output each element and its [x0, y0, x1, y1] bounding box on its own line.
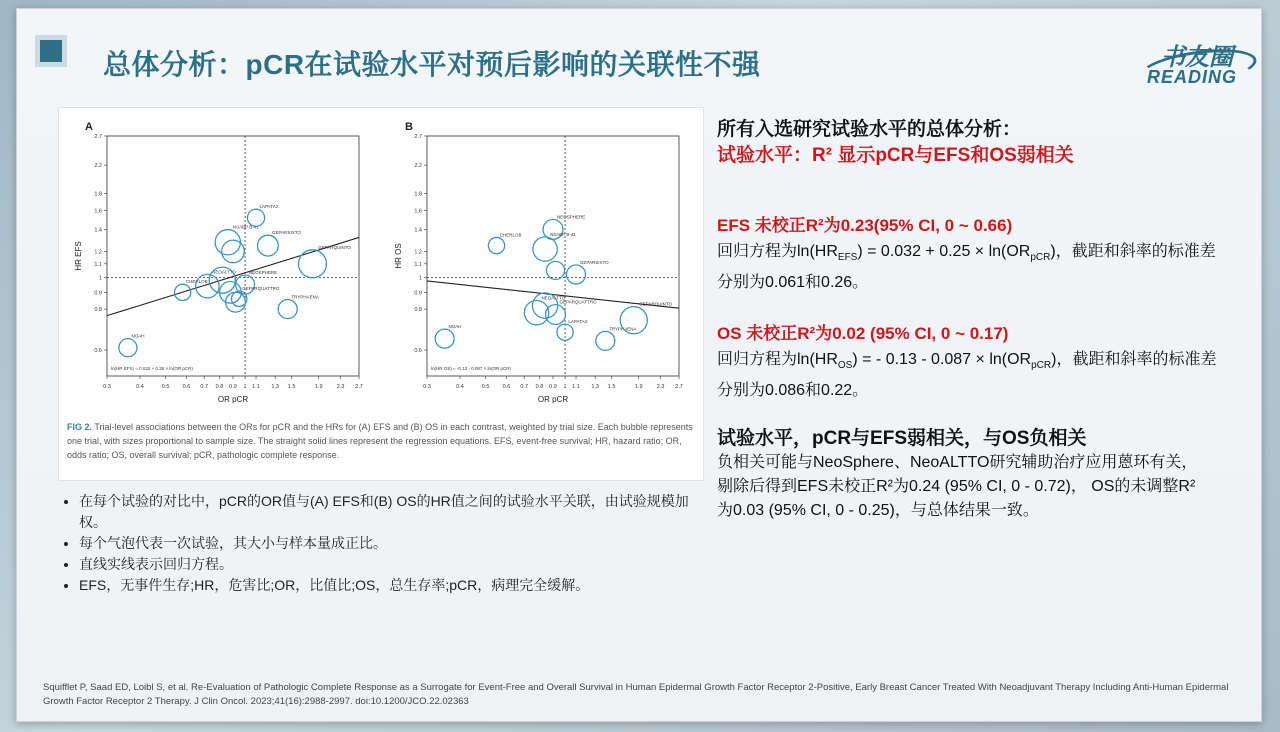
bubble-label: NEOALTTO	[212, 269, 236, 275]
bubble-label: GEPARSIXTO	[272, 230, 301, 236]
data-bubble	[196, 274, 220, 298]
x-tick-label: 0.6	[502, 384, 511, 390]
x-tick-label: 1.9	[634, 384, 643, 390]
os-equation-text	[717, 347, 1217, 403]
x-tick-label: 1	[243, 384, 247, 390]
x-tick-label: 0.9	[229, 384, 237, 390]
caption-label: FIG 2.	[67, 422, 93, 432]
panel-letter: A	[85, 121, 93, 133]
slide-title: 总体分析：pCR在试验水平对预后影响的关联性不强	[103, 49, 761, 80]
reference-citation: Squifflet P, Saad ED, Loibl S, et al. Re-Evaluation of Pathologic Complete Response as a Surrogate for Event-Free and Overall Survival in Human Epidermal Growth Factor Receptor 2-Positive, Early Breast Cancer Treated With Neoadjuvant Therapy Including Anti-Human Epidermal Growth Factor Receptor 2 Therapy. J Clin Oncol. 2023;41(16):2988-2997. doi:10.1200/JCO.22.02363	[43, 682, 1229, 707]
data-bubble	[596, 331, 615, 350]
x-tick-label: 1.3	[271, 384, 280, 390]
x-tick-label: 1.5	[607, 384, 616, 390]
title-marker	[35, 35, 67, 67]
panel-letter: B	[405, 121, 413, 133]
x-tick-label: 0.4	[136, 384, 144, 390]
y-tick-label: 1.2	[414, 249, 422, 256]
efs-eq-subscript: EFS	[837, 252, 858, 264]
y-tick-label: 0.9	[414, 290, 422, 297]
y-axis-label: HR OS	[394, 243, 403, 269]
y-tick-label: 0.6	[414, 348, 422, 355]
y-tick-label: 0.8	[94, 307, 102, 314]
data-bubble	[298, 250, 326, 278]
y-tick-label: 1.8	[414, 191, 422, 198]
efs-eq-part: ) = 0.032 + 0.25 × ln(OR	[857, 243, 1031, 260]
y-tick-label: 1.2	[94, 249, 102, 256]
bubble-charts	[59, 108, 703, 408]
efs-r2-heading: EFS 未校正R²为0.23(95% CI, 0 ~ 0.66)	[717, 216, 1013, 235]
data-bubble	[435, 329, 454, 348]
x-tick-label: 0.9	[549, 384, 557, 390]
y-tick-label: 1	[98, 275, 102, 282]
data-bubble	[488, 237, 504, 253]
x-tick-label: 1.1	[572, 384, 580, 390]
x-tick-label: 0.3	[423, 384, 431, 390]
equation-label: ln(HR EFS) = 0.032 + 0.25 × ln(OR pCR)	[111, 366, 193, 371]
data-bubble	[119, 339, 137, 357]
x-tick-label: 0.4	[456, 384, 464, 390]
y-tick-label: 1.1	[414, 261, 422, 268]
x-axis-label: OR pCR	[537, 395, 569, 404]
bubble-label: GEPARSIXTO	[579, 260, 609, 266]
bubble-label: LAPATAX	[259, 204, 279, 210]
data-bubble	[215, 230, 240, 255]
data-bubble	[278, 300, 297, 319]
x-tick-label: 0.5	[481, 384, 490, 390]
x-tick-label: 0.6	[182, 384, 191, 390]
bubble-label: GEPARQUINTO	[318, 244, 351, 250]
trial-level-heading: 试验水平：R² 显示pCR与EFS和OS弱相关	[717, 145, 1074, 166]
efs-eq-part: 回归方程为ln(HR	[717, 243, 838, 260]
bubble-label: NSABP B-41	[549, 231, 576, 237]
bullet-item: • 在每个试验的对比中，pCR的OR值与(A) EFS和(B) OS的HR值之间的试验水平关联，由试验规模加权。	[79, 491, 701, 533]
data-bubble	[567, 265, 586, 284]
x-tick-label: 1.3	[591, 384, 600, 390]
conclusion-text: 负相关可能与NeoSphere、NeoALTTO研究辅助治疗应用蒽环有关，剔除后得到EFS未校正R²为0.24 (95% CI, 0 - 0.72)， OS的未调整R²为0.03 (95% CI, 0 - 0.25)，与总体结果一致。	[717, 454, 1198, 519]
overall-analysis-heading: 所有入选研究试验水平的总体分析：	[717, 119, 1022, 140]
x-tick-label: 2.7	[675, 384, 683, 390]
x-tick-label: 0.3	[103, 384, 111, 390]
bubble-label: NOAH	[131, 333, 145, 339]
os-eq-subscript: OS	[837, 360, 853, 372]
x-tick-label: 2.3	[656, 384, 665, 390]
bubble-label: CHERLOB	[499, 232, 522, 238]
y-tick-label: 0.6	[94, 348, 102, 355]
plot-frame	[427, 136, 679, 376]
x-tick-label: 1	[563, 384, 567, 390]
y-tick-label: 1.4	[414, 227, 422, 234]
x-axis-label: OR pCR	[217, 395, 249, 404]
bubble-label: NOAH	[448, 324, 462, 330]
y-tick-label: 1.1	[94, 261, 102, 268]
bubble-label: GEPARQUATTRO	[559, 299, 597, 305]
bullet-item: • 直线实线表示回归方程。	[79, 554, 701, 575]
efs-eq-subscript: pCR	[1030, 252, 1051, 264]
bubble-label: NEOSPHERE	[556, 214, 586, 220]
y-axis-label: HR EFS	[74, 241, 83, 271]
y-tick-label: 1.4	[94, 227, 102, 234]
plot-frame	[107, 136, 359, 376]
y-tick-label: 2.2	[414, 163, 422, 170]
bubble-label: LAPATAX	[568, 319, 588, 325]
data-bubble	[222, 240, 245, 263]
data-bubble	[546, 261, 564, 279]
y-tick-label: 1	[418, 275, 422, 282]
x-tick-label: 0.8	[215, 384, 224, 390]
x-tick-label: 0.5	[161, 384, 170, 390]
caption-text: Trial-level associations between the ORs for pCR and the HRs for (A) EFS and (B) OS in each contrast, weighted by trial size. Each bubble represents one trial, with sizes proportional to sample size. The straight solid lines represent the regression equations. EFS, event-free survival; HR, hazard ratio; OR, odds ratio; OS, overall survival; pCR, pathologic complete response.	[67, 422, 693, 460]
y-tick-label: 1.8	[94, 191, 102, 198]
os-r2-heading: OS 未校正R²为0.02 (95% CI, 0 ~ 0.17)	[717, 324, 1009, 343]
x-tick-label: 1.9	[314, 384, 323, 390]
conclusion-heading: 试验水平，pCR与EFS弱相关，与OS负相关	[717, 428, 1087, 449]
bullet-item: • EFS，无事件生存;HR，危害比;OR，比值比;OS，总生存率;pCR，病理完全缓解。	[79, 575, 701, 596]
presentation-slide	[16, 8, 1262, 722]
y-tick-label: 1.6	[414, 208, 422, 215]
bubble-label: CHERLOB	[185, 279, 208, 285]
os-eq-subscript: pCR	[1031, 360, 1052, 372]
efs-equation-text	[717, 239, 1217, 295]
x-tick-label: 0.7	[200, 384, 209, 390]
y-tick-label: 2.7	[414, 134, 422, 140]
reading-logo	[1135, 31, 1259, 101]
x-tick-label: 2.3	[336, 384, 345, 390]
y-tick-label: 2.7	[94, 134, 102, 140]
y-tick-label: 0.8	[414, 307, 422, 314]
equation-label: ln(HR OS) = -0.13 - 0.087 × ln(OR pCR)	[431, 366, 512, 371]
bullet-list	[61, 491, 701, 596]
bubble-label: GEPARQUATTRO	[242, 286, 280, 292]
x-tick-label: 1.1	[252, 384, 260, 390]
y-tick-label: 2.2	[94, 163, 102, 170]
data-bubble	[533, 237, 557, 261]
os-eq-part: ) = - 0.13 - 0.087 × ln(OR	[852, 351, 1032, 368]
efs-eq-part: )，截距和斜率的标准差分别为0.061和0.26。	[717, 243, 1216, 292]
figure-panel	[58, 107, 704, 481]
bubble-label: TRYPHAENA	[291, 294, 319, 300]
bubble-label: NSABP B-41	[232, 224, 259, 230]
x-tick-label: 1.5	[287, 384, 296, 390]
os-eq-part: )，截距和斜率的标准差分别为0.086和0.22。	[717, 351, 1217, 400]
os-eq-part: 回归方程为ln(HR	[717, 351, 838, 368]
bullet-item: • 每个气泡代表一次试验，其大小与样本量成正比。	[79, 533, 701, 554]
logo-english-text: READING	[1147, 67, 1238, 87]
y-tick-label: 1.6	[94, 208, 102, 215]
y-tick-label: 0.9	[94, 290, 102, 297]
bubble-label: NEOALTTO	[541, 295, 566, 301]
logo-chinese-text: 书友圈	[1161, 44, 1233, 71]
bubble-label: GEPARQUINTO	[639, 301, 673, 307]
data-bubble	[257, 235, 278, 256]
x-tick-label: 2.7	[355, 384, 363, 390]
bubble-label: NEOSPHERE	[248, 270, 278, 276]
figure-caption	[67, 420, 695, 462]
bubble-label: TRYPHAENA	[609, 326, 637, 332]
x-tick-label: 0.8	[535, 384, 544, 390]
x-tick-label: 0.7	[520, 384, 529, 390]
